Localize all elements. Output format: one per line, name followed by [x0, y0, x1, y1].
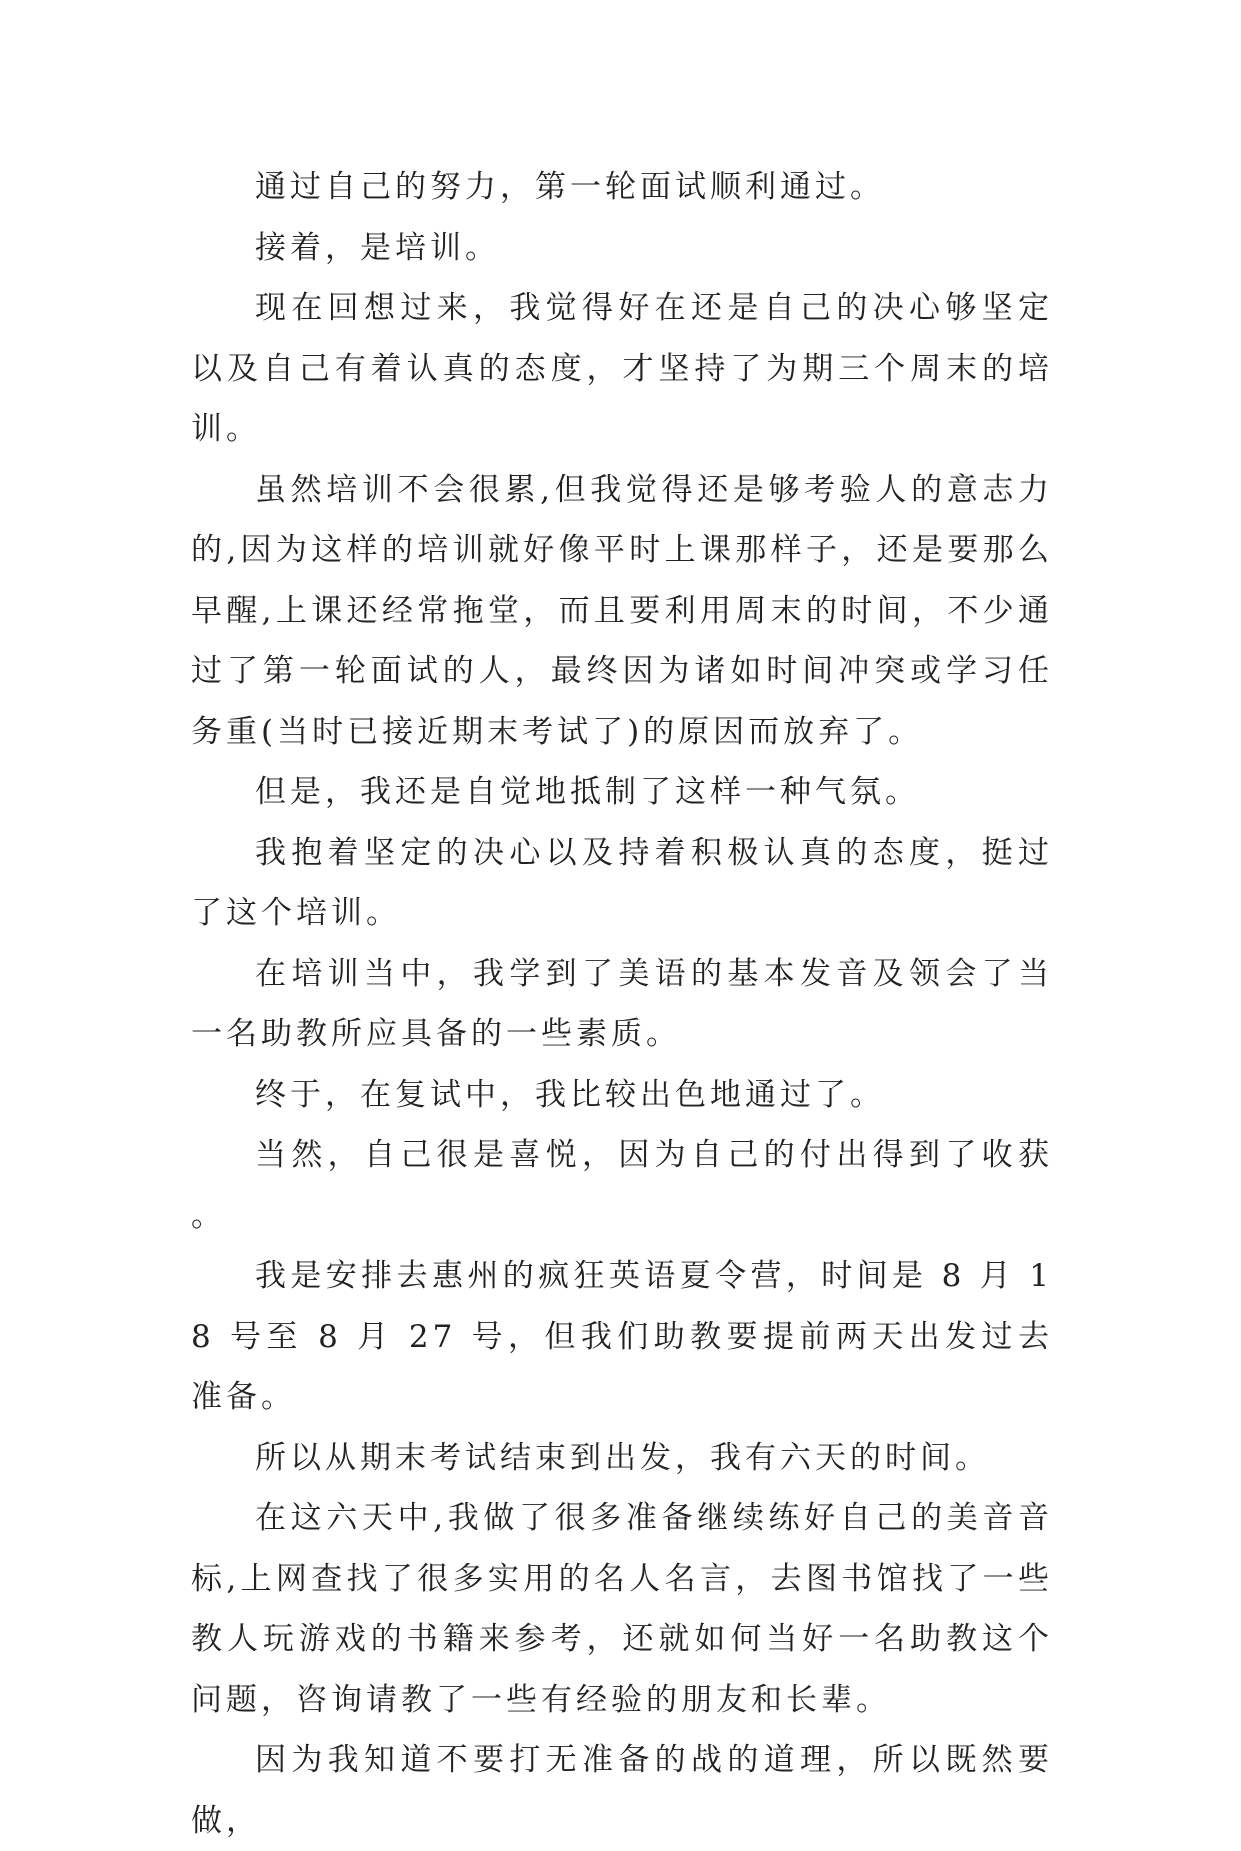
paragraph: 在这六天中,我做了很多准备继续练好自己的美音音标,上网查找了很多实用的名人名言，去图书馆找了一些教人玩游戏的书籍来参考，还就如何当好一名助教这个问题，咨询请教了一些有经验的朋友和长辈。	[191, 1500, 1053, 1718]
paragraph: 通过自己的努力，第一轮面试顺利通过。	[255, 169, 885, 205]
paragraph: 因为我知道不要打无准备的战的道理，所以既然要做，	[191, 1742, 1053, 1839]
paragraph: 虽然培训不会很累,但我觉得还是够考验人的意志力的,因为这样的培训就好像平时上课那样子，还是要那么早醒,上课还经常拖堂，而且要利用周末的时间，不少通过了第一轮面试的人，最终因为诸如时间冲突或学习任务重(当时已接近期末考试了)的原因而放弃了。	[191, 471, 1053, 750]
paragraph: 所以从期末考试结束到出发，我有六天的时间。	[255, 1439, 990, 1476]
paragraph: 在培训当中，我学到了美语的基本发音及领会了当一名助教所应具备的一些素质。	[191, 955, 1053, 1052]
paragraph: 但是，我还是自觉地抵制了这样一种气氛。	[255, 774, 920, 810]
paragraph: 我是安排去惠州的疯狂英语夏令营，时间是 8 月 18 号至 8 月 27 号，但我们助教要提前两天出发过去准备。	[191, 1258, 1053, 1415]
document-body	[191, 157, 1053, 1851]
paragraph: 终于，在复试中，我比较出色地通过了。	[255, 1076, 885, 1113]
paragraph: 我抱着坚定的决心以及持着积极认真的态度，挺过了这个培训。	[191, 834, 1053, 931]
paragraph: 当然，自己很是喜悦，因为自己的付出得到了收获。	[191, 1137, 1053, 1234]
paragraph: 现在回想过来，我觉得好在还是自己的决心够坚定以及自己有着认真的态度，才坚持了为期三个周末的培训。	[191, 290, 1053, 447]
paragraph: 接着，是培训。	[255, 229, 500, 266]
